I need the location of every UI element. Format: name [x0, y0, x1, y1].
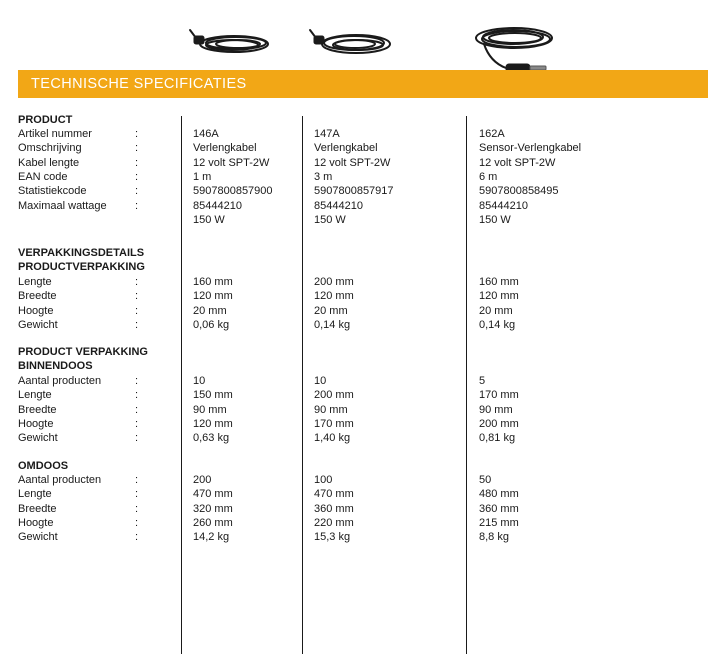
cell-value: 20 mm — [193, 304, 227, 317]
cell-value: 150 W — [193, 213, 225, 226]
row-colon: : — [135, 304, 139, 317]
cell-value: 100 — [314, 474, 333, 486]
cell-value: 0,14 kg — [479, 318, 516, 331]
cable-coil-icon — [186, 24, 278, 60]
row-colon: : — [135, 502, 139, 515]
row-colon: : — [135, 318, 139, 331]
cell-value: 120 mm — [193, 417, 233, 430]
row-colon: : — [135, 516, 139, 529]
row-colon: : — [135, 474, 139, 486]
cell-value: 200 — [193, 474, 212, 486]
section-heading: PRODUCT VERPAKKING — [18, 346, 148, 358]
row-colon: : — [135, 290, 139, 303]
section-heading: PRODUCTVERPAKKING — [18, 261, 145, 273]
cell-value: 147A — [314, 128, 340, 140]
cell-value: 20 mm — [314, 304, 348, 317]
cell-value: 150 W — [314, 213, 346, 226]
cell-value: 85444210 — [479, 199, 528, 212]
cell-value: 260 mm — [193, 516, 233, 529]
column-divider — [302, 116, 303, 654]
row-colon: : — [135, 389, 139, 402]
cell-value: 120 mm — [479, 290, 519, 303]
row-label: Artikel nummer — [18, 128, 92, 140]
cell-value: Verlengkabel — [314, 142, 378, 155]
page-title: TECHNISCHE SPECIFICATIES — [31, 76, 247, 92]
row-colon: : — [135, 142, 139, 155]
cell-value: 10 — [193, 375, 206, 387]
row-label: Lengte — [18, 389, 52, 402]
cell-value: 5907800857917 — [314, 185, 394, 198]
cell-value: 146A — [193, 128, 219, 140]
row-label: Omschrijving — [18, 142, 82, 155]
cell-value: Verlengkabel — [193, 142, 257, 155]
row-label: Hoogte — [18, 304, 54, 317]
cell-value: 85444210 — [193, 199, 242, 212]
cell-value: 5907800857900 — [193, 185, 273, 198]
cell-value: 160 mm — [479, 276, 519, 288]
cell-value: 1,40 kg — [314, 432, 351, 445]
row-colon: : — [135, 417, 139, 430]
cell-value: 215 mm — [479, 516, 519, 529]
section-banner — [18, 70, 708, 98]
row-label: Gewicht — [18, 432, 58, 445]
row-label: Kabel lengte — [18, 156, 80, 169]
cell-value: 6 m — [479, 170, 498, 183]
cell-value: 150 W — [479, 213, 511, 226]
cell-value: 360 mm — [314, 502, 354, 515]
cell-value: 90 mm — [314, 403, 348, 416]
cell-value: 320 mm — [193, 502, 233, 515]
cell-value: 10 — [314, 375, 327, 387]
cell-value: 20 mm — [479, 304, 513, 317]
section-heading: VERPAKKINGSDETAILS — [18, 247, 145, 259]
cell-value: 12 volt SPT-2W — [193, 156, 270, 169]
row-label: Hoogte — [18, 417, 54, 430]
row-label: Aantal producten — [18, 375, 102, 387]
row-colon: : — [135, 156, 139, 169]
cell-value: 470 mm — [314, 488, 354, 501]
column-divider — [181, 116, 182, 654]
cell-value: 360 mm — [479, 502, 519, 515]
cell-value: 1 m — [193, 170, 212, 183]
row-colon: : — [135, 375, 139, 387]
cell-value: 162A — [479, 128, 505, 140]
cell-value: 150 mm — [193, 389, 233, 402]
section-heading: BINNENDOOS — [18, 360, 93, 372]
row-label: Statistiekcode — [18, 185, 87, 198]
cell-value: 200 mm — [314, 276, 354, 288]
cell-value: 5 — [479, 375, 486, 387]
cell-value: 120 mm — [193, 290, 233, 303]
row-colon: : — [135, 488, 139, 501]
row-label: Breedte — [18, 502, 57, 515]
cell-value: 12 volt SPT-2W — [479, 156, 556, 169]
row-label: Lengte — [18, 488, 52, 501]
cell-value: 220 mm — [314, 516, 354, 529]
cell-value: 8,8 kg — [479, 531, 509, 544]
cable-coil-icon — [306, 24, 398, 60]
cell-value: 14,2 kg — [193, 531, 230, 544]
row-label: Breedte — [18, 403, 57, 416]
row-colon: : — [135, 199, 139, 212]
cell-value: 50 — [479, 474, 492, 486]
cell-value: 90 mm — [193, 403, 227, 416]
cell-value: 5907800858495 — [479, 185, 559, 198]
cell-value: 0,81 kg — [479, 432, 516, 445]
row-label: Maximaal wattage — [18, 199, 107, 212]
cell-value: 0,06 kg — [193, 318, 230, 331]
cell-value: 170 mm — [314, 417, 354, 430]
row-colon: : — [135, 432, 139, 445]
cell-value: 160 mm — [193, 276, 233, 288]
cell-value: 0,14 kg — [314, 318, 351, 331]
cell-value: 90 mm — [479, 403, 513, 416]
row-label: Gewicht — [18, 318, 58, 331]
cell-value: 12 volt SPT-2W — [314, 156, 391, 169]
cell-value: 480 mm — [479, 488, 519, 501]
cell-value: 120 mm — [314, 290, 354, 303]
row-colon: : — [135, 185, 139, 198]
cell-value: 170 mm — [479, 389, 519, 402]
row-colon: : — [135, 403, 139, 416]
row-colon: : — [135, 128, 139, 140]
row-label: Gewicht — [18, 531, 58, 544]
cell-value: 15,3 kg — [314, 531, 351, 544]
row-label: Breedte — [18, 290, 57, 303]
section-heading: PRODUCT — [18, 114, 73, 126]
row-label: EAN code — [18, 170, 68, 183]
row-colon: : — [135, 170, 139, 183]
section-heading: OMDOOS — [18, 460, 69, 472]
cell-value: 0,63 kg — [193, 432, 230, 445]
row-label: Aantal producten — [18, 474, 102, 486]
row-label: Lengte — [18, 276, 52, 288]
row-colon: : — [135, 276, 139, 288]
cell-value: 3 m — [314, 170, 333, 183]
cell-value: 200 mm — [479, 417, 519, 430]
row-colon: : — [135, 531, 139, 544]
column-divider — [466, 116, 467, 654]
cell-value: 85444210 — [314, 199, 363, 212]
cell-value: 200 mm — [314, 389, 354, 402]
row-label: Hoogte — [18, 516, 54, 529]
cell-value: 470 mm — [193, 488, 233, 501]
cell-value: Sensor-Verlengkabel — [479, 142, 582, 155]
